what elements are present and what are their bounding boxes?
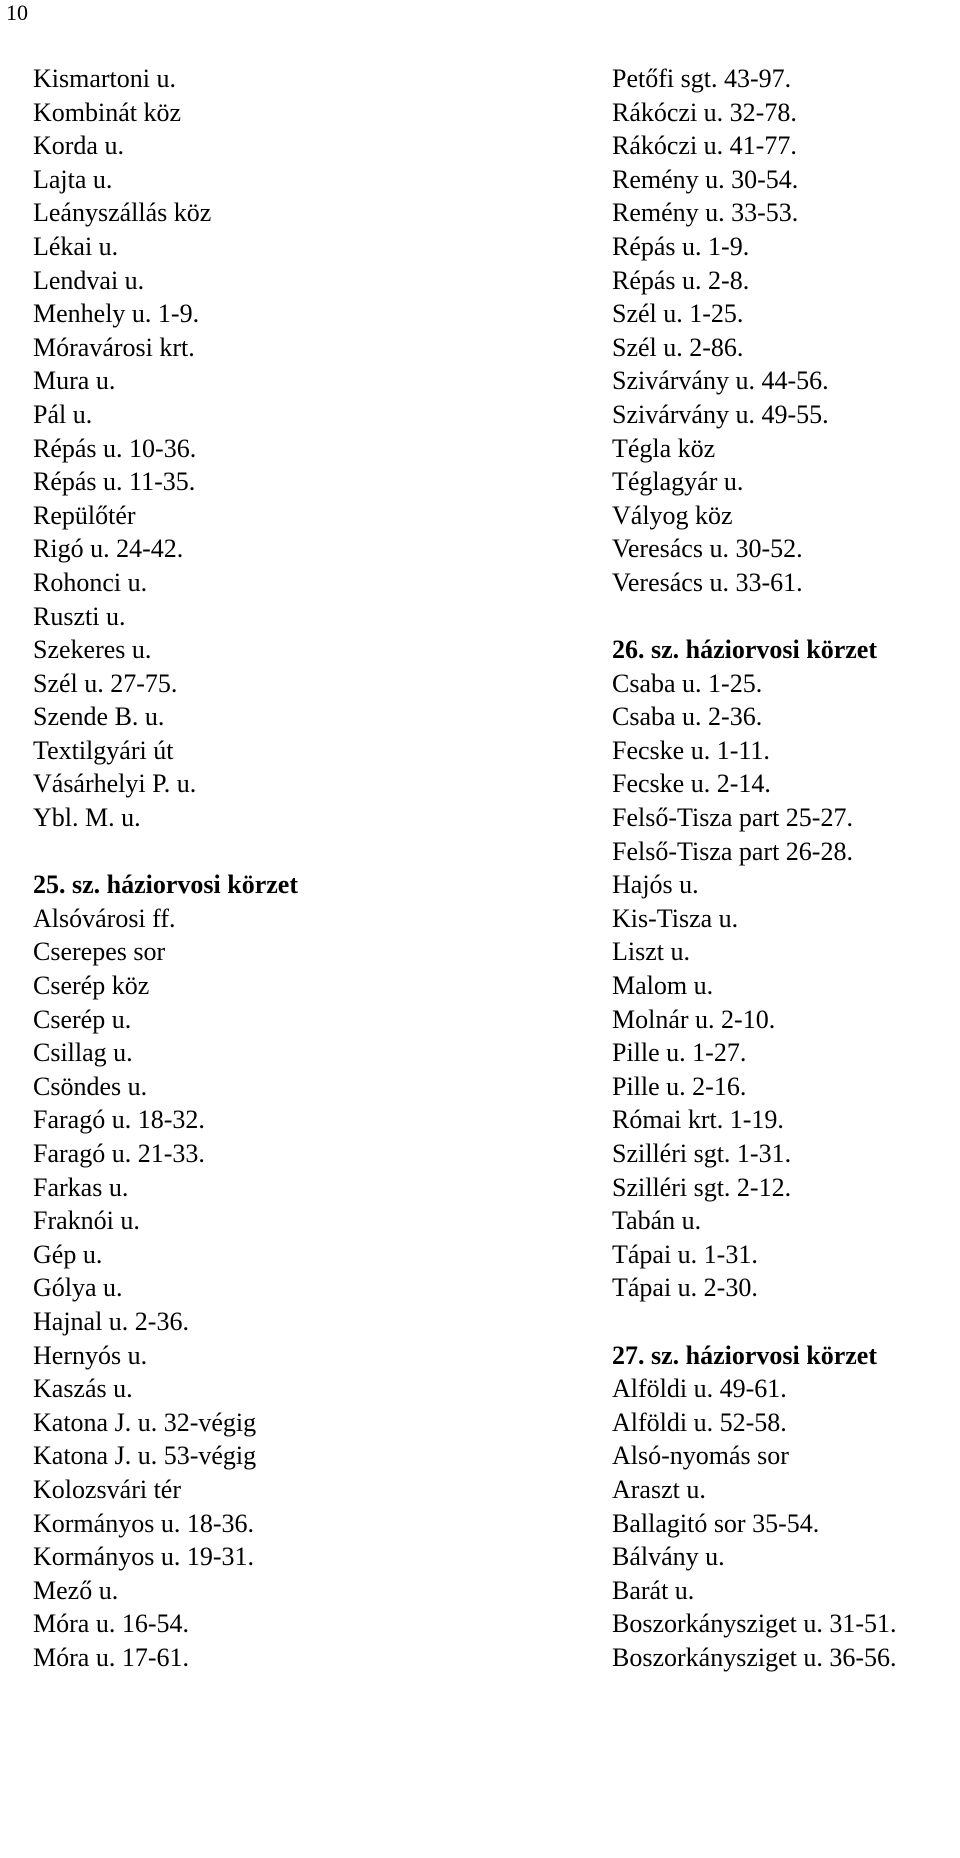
street-entry: Szilléri sgt. 1-31. [612,1139,792,1168]
street-list-left-column [33,62,473,1675]
street-entry: Felső-Tisza part 25-27. [612,803,853,833]
street-entry: Vályog köz [612,500,733,530]
street-entry: Fecske u. 2-14. [612,769,771,799]
street-entry: Molnár u. 2-10. [612,1004,776,1034]
street-entry: Veresács u. 30-52. [612,534,803,564]
street-entry: Liszt u. [612,937,690,967]
spacer [612,600,957,634]
street-entry: Lendvai u. [33,265,145,295]
street-entry: Rákóczi u. 32-78. [612,97,797,127]
street-entry: Rohonci u. [33,567,148,597]
street-entry: Cserép köz [33,971,150,1001]
street-entry: Répás u. 1-9. [612,231,750,261]
street-entry: Szél u. 2-86. [612,332,744,362]
street-entry: Szende B. u. [33,702,165,732]
street-entry: Szél u. 1-25. [612,299,744,329]
street-entry: Répás u. 2-8. [612,265,750,295]
street-entry: Felső-Tisza part 26-28. [612,836,853,866]
street-entry: Textilgyári út [33,735,174,765]
street-entry: Katona J. u. 53-végig [33,1441,257,1471]
street-entry: Móra u. 17-61. [33,1642,189,1672]
street-entry: Pál u. [33,399,93,429]
street-entry: Alsó-nyomás sor [612,1441,789,1471]
street-entry: Hernyós u. [33,1340,148,1370]
street-entry: Korda u. [33,131,124,161]
street-entry: Veresács u. 33-61. [612,567,803,597]
street-entry: Cserép u. [33,1004,132,1034]
street-entry: Tabán u. [612,1206,702,1236]
street-entry: Malom u. [612,971,714,1001]
street-entry: Remény u. 33-53. [612,198,799,228]
street-entry: Kombinát köz [33,97,182,127]
street-entry: Kormányos u. 19-31. [33,1542,254,1572]
street-entry: Rákóczi u. 41-77. [612,131,797,161]
street-entry: Pille u. 1-27. [612,1038,747,1068]
street-entry: Csöndes u. [33,1071,148,1101]
street-entry: Szilléri sgt. 2-12. [612,1172,792,1202]
street-entry: Remény u. 30-54. [612,164,799,194]
street-entry: Kaszás u. [33,1374,133,1404]
street-entry: Ybl. M. u. [33,803,141,833]
street-entry: Tégla köz [612,433,716,463]
street-entry: Lékai u. [33,231,119,261]
street-entry: Csillag u. [33,1038,133,1068]
street-entry: Móravárosi krt. [33,332,195,362]
street-entry: Móra u. 16-54. [33,1609,189,1639]
street-entry: Faragó u. 18-32. [33,1105,205,1135]
street-entry: Repülőtér [33,500,136,530]
street-entry: Gólya u. [33,1273,123,1303]
street-entry: Mura u. [33,366,116,396]
street-entry: Téglagyár u. [612,467,744,497]
spacer [33,835,473,869]
street-entry: Petőfi sgt. 43-97. [612,64,792,93]
district-heading: 27. sz. háziorvosi körzet [612,1340,878,1370]
street-entry: Menhely u. 1-9. [33,299,200,329]
street-entry: Gép u. [33,1239,103,1269]
street-entry: Leányszállás köz [33,198,212,228]
street-entry: Tápai u. 2-30. [612,1273,758,1303]
street-list-right-column [612,62,957,1675]
street-entry: Csaba u. 1-25. [612,668,763,698]
street-entry: Alföldi u. 49-61. [612,1374,787,1404]
street-entry: Boszorkánysziget u. 36-56. [612,1642,897,1672]
street-entry: Alsóvárosi ff. [33,903,176,933]
street-entry: Fecske u. 1-11. [612,735,770,765]
spacer [612,1305,957,1339]
street-entry: Hajós u. [612,870,699,900]
district-heading: 26. sz. háziorvosi körzet [612,635,878,665]
street-entry: Római krt. 1-19. [612,1105,784,1135]
street-entry: Répás u. 10-36. [33,433,197,463]
street-entry: Katona J. u. 32-végig [33,1407,257,1437]
street-entry: Szél u. 27-75. [33,668,178,698]
street-entry: Hajnal u. 2-36. [33,1306,189,1336]
street-entry: Kis-Tisza u. [612,903,739,933]
street-entry: Faragó u. 21-33. [33,1139,205,1168]
street-entry: Alföldi u. 52-58. [612,1407,787,1437]
street-entry: Fraknói u. [33,1206,140,1236]
street-entry: Kolozsvári tér [33,1474,182,1504]
street-entry: Répás u. 11-35. [33,467,196,497]
street-entry: Szivárvány u. 49-55. [612,399,829,429]
street-entry: Boszorkánysziget u. 31-51. [612,1609,897,1639]
street-entry: Kormányos u. 18-36. [33,1508,254,1538]
street-entry: Barát u. [612,1575,695,1605]
street-entry: Araszt u. [612,1474,706,1504]
street-entry: Bálvány u. [612,1542,725,1572]
street-entry: Szivárvány u. 44-56. [612,366,829,396]
street-entry: Cserepes sor [33,937,166,967]
street-entry: Ruszti u. [33,601,126,631]
street-entry: Kismartoni u. [33,64,176,93]
street-entry: Mező u. [33,1575,119,1605]
street-entry: Rigó u. 24-42. [33,534,184,564]
street-entry: Farkas u. [33,1172,129,1202]
district-heading: 25. sz. háziorvosi körzet [33,870,299,900]
street-entry: Tápai u. 1-31. [612,1239,758,1269]
street-entry: Pille u. 2-16. [612,1071,747,1101]
page-number: 10 [6,0,28,25]
street-entry: Csaba u. 2-36. [612,702,763,732]
street-entry: Ballagitó sor 35-54. [612,1508,820,1538]
street-entry: Lajta u. [33,164,113,194]
street-entry: Szekeres u. [33,635,152,665]
street-entry: Vásárhelyi P. u. [33,769,197,799]
